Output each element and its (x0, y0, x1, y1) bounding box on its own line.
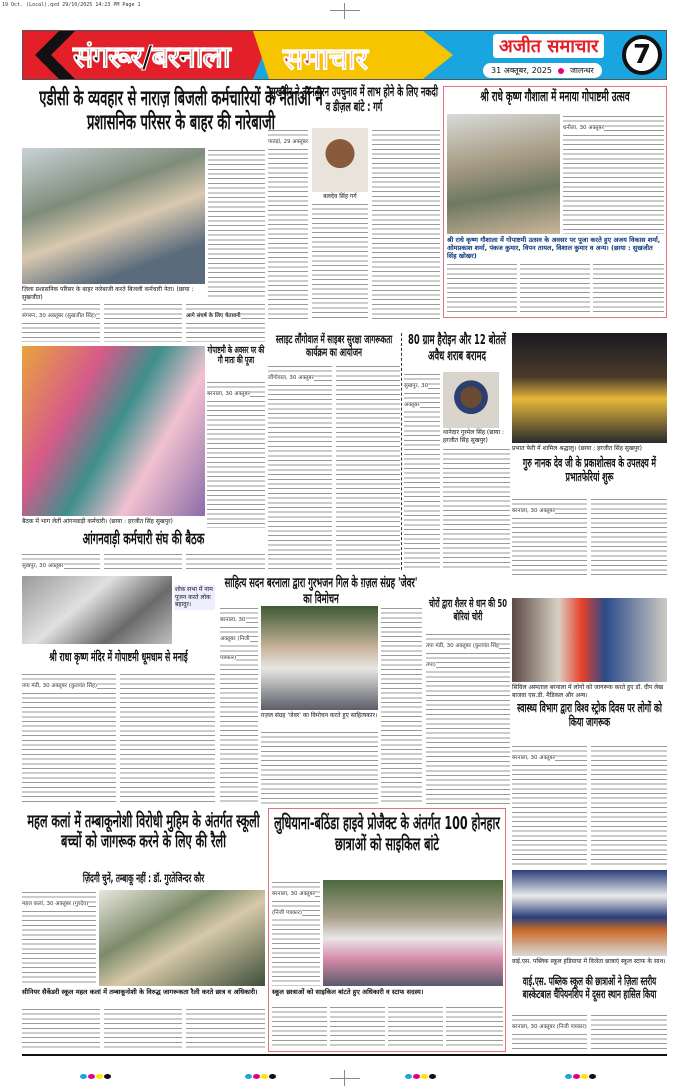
headline-sahitya (220, 576, 422, 607)
registration-marks (245, 1064, 277, 1083)
article-body (104, 302, 182, 342)
headline-chori (426, 598, 510, 623)
article-body (22, 302, 100, 342)
article-body (443, 447, 510, 570)
article-body (104, 1007, 182, 1050)
article-body (22, 1007, 100, 1050)
dateline: बरनाला, 30 अक्तूबर (512, 508, 555, 514)
dateline: बरनाला, 30 अक्तूबर (निजी पत्रकार) (220, 617, 250, 661)
headline-heroin (404, 333, 510, 364)
photo-procession (512, 333, 667, 443)
headline-text: वाई.एस. पब्लिक स्कूल की छात्राओं ने ज़िला स्तरीय बास्केटबाल चैंपियनशिप में दूसरा स्थान हासिल किया (522, 974, 657, 1002)
article-body (268, 364, 332, 570)
dateline: बरनाला, 30 अक्तूबर (निजी पत्रकार) (272, 891, 315, 916)
registration-marks (80, 1064, 112, 1083)
headline-text: गोपाष्टमी के अवसर पर की गौ माता की पूजा (207, 345, 265, 366)
photo-protest (22, 148, 205, 284)
article-body (207, 380, 265, 528)
headline-text: गुरु नानक देव जी के प्रकाशोत्सव के उपलक्ष्य में प्रभातफेरियां शुरू (522, 455, 657, 485)
crop-mark (344, 1070, 345, 1086)
photo-cycle-distribution (323, 880, 503, 986)
subhead-tobacco (22, 872, 265, 885)
photo-tobacco-rally (99, 890, 265, 986)
subhead-text: ज़िंदगी चुनें, तम्बाकू नहीं : डॉ. गुरतेजिन्दर कौर (82, 871, 205, 885)
photo-caption: प्रभात फेरी में शामिल श्रद्धालु। (छाया : हरजीत सिंह सुखपुर) (512, 445, 642, 452)
article-body (220, 606, 258, 805)
article-body (22, 552, 100, 572)
headline-anganwadi (22, 530, 265, 548)
crop-mark (344, 3, 345, 19)
article-body (512, 497, 587, 575)
headline-cyber (268, 333, 400, 359)
headline-text: चोरों द्वारा शैलर से धान की 50 बोरियां चोरी (428, 597, 508, 623)
headline-text: श्री राधा कृष्ण मंदिर में गोपाष्टमी धूमधाम से मनाई (49, 649, 188, 664)
article-body (404, 372, 440, 570)
dateline: सुखपुर, 30 अक्तूबर (22, 563, 64, 569)
article-body (22, 890, 96, 986)
dateline: बरनाला, 30 अक्तूबर (निजी पत्रकार) (512, 1024, 587, 1030)
print-slug: 19 Oct. (Local).qxd 29/10/2025 14:23 PM Page 1 (2, 2, 141, 8)
section-title: संगरूर/बरनाला (73, 40, 230, 75)
headline-guru-nanak (512, 456, 667, 485)
dateline: धनौला, 30 अक्तूबर (563, 125, 604, 131)
headline-cycles (271, 814, 503, 855)
photo-caption (447, 236, 664, 260)
headline-text: स्वास्थ्य विभाग द्वारा विश्व स्ट्रोक दिवस पर लोगों को किया जागरूक (517, 700, 662, 730)
article-body (593, 262, 664, 315)
headline-gaushala (446, 89, 664, 105)
article-body (388, 1005, 443, 1049)
article-body (186, 552, 265, 572)
dateline: संगरूर, 30 अक्तूबर (सुखजीत सिंह) (22, 313, 96, 319)
issue-city: जालन्धर (569, 66, 594, 75)
photo-basketball-team (512, 870, 667, 956)
article-body (268, 128, 308, 320)
column-divider (401, 333, 402, 570)
headline-text: साहित्य सदन बरनाला द्वारा गुरभजन गिल के ग़ज़ल संग्रह 'जेवर' का विमोचन (224, 575, 418, 607)
photo-caption: ग़ज़ल संग्रह 'जेवर' का विमोचन करते हुए साहित्यकार। (261, 712, 378, 719)
dateline: तपा मंडी, 30 अक्तूबर (कुलवंत सिंह तपा) (426, 643, 499, 668)
photo-caption: बलदेव सिंह गर्ग (323, 193, 357, 200)
photo-book-release (261, 606, 378, 710)
article-body (208, 148, 265, 298)
registration-marks (405, 1064, 437, 1083)
date-pill (483, 63, 602, 78)
headline-tobacco (22, 812, 265, 852)
issue-date: 31 अक्तूबर, 2025 (491, 66, 552, 75)
photo-caption: स्कूल छात्राओं को साइकिल बांटते हुए अधिकारी व स्टाफ सदस्य। (272, 988, 424, 996)
page-number: 7 (622, 35, 662, 75)
photo-stroke-awareness (512, 598, 667, 682)
article-body (447, 262, 517, 315)
photo-gaushala (447, 114, 560, 234)
footer-rule (22, 1054, 667, 1056)
headline-text: सुखबीर ने तरनतारन उपचुनाव में लाभ होने के लिए नकदी व डीज़ल बांटे : गर्ग (270, 85, 438, 115)
headline-text: महल कलां में तम्बाकूनोशी विरोधी मुहिम के अंतर्गत स्कूली बच्चों को जागरूक करने के लिए की रैली (27, 811, 260, 852)
article-body (512, 744, 587, 866)
article-body (330, 1005, 385, 1049)
photo-caption: थानेदार गुरमेल सिंह (छाया : हरजीत सिंह सुखपुर) (443, 429, 504, 444)
headline-gopashtami-puja (207, 346, 265, 366)
article-body (22, 672, 116, 805)
photo-caption: शोक सभा में नाम पूजन करते लोक बहादुर। (174, 585, 215, 610)
article-body (591, 1013, 667, 1050)
paper-name: अजीत समाचार (493, 34, 604, 58)
headline-text: लुधियाना-बठिंडा हाइवे प्रोजैक्ट के अंतर्गत 100 होनहार छात्राओं को साइकिल बांटे (274, 813, 500, 855)
article-body (446, 1005, 503, 1049)
crop-mark (330, 10, 360, 11)
photo-officer (443, 372, 499, 428)
masthead-banner (22, 30, 667, 80)
headline-sukhbir (268, 86, 440, 116)
caption-text: श्री राधे कृष्ण गौशाला में गोपाष्टमी उत्सव के अवसर पर पूजा करते हुए अजय विकास शर्मा, ओमप्रकाश शर्मा, पंकज कुमार, विपन तायल, विशाल कुमार व अन्य। (447, 236, 661, 253)
dateline: तपा मंडी, 30 अक्तूबर (कुलवंत सिंह) (22, 683, 98, 689)
headline-stroke (512, 701, 667, 730)
dateline: लौंगोवाल, 30 अक्तूबर (268, 375, 314, 381)
photo-caption: सीनियर सैकेंडरी स्कूल महल कलां में तम्बाकूनोशी के विरुद्ध जागरूकता रैली करते छात्र व अधिकारी। (22, 988, 258, 996)
dateline: सुखपुर, 30 अक्तूबर (404, 383, 429, 408)
photo-condolence (22, 576, 172, 644)
article-body (336, 364, 400, 570)
headline-basketball (512, 975, 667, 1001)
photo-credit: (छाया : सुखजीत सिंह खोखर) (447, 244, 653, 261)
article-body (272, 880, 320, 986)
article-body (563, 114, 664, 234)
article-body (186, 1007, 265, 1050)
article-body (312, 202, 368, 320)
article-body (104, 552, 182, 572)
headline-text: आंगनवाड़ी कर्मचारी संघ की बैठक (82, 529, 205, 548)
article-body (426, 632, 510, 805)
photo-portrait (312, 128, 368, 192)
registration-marks (565, 1064, 597, 1083)
article-body (186, 302, 265, 342)
headline-radha-mandir (22, 650, 215, 664)
headline-text: स्लाइट लौंगोवाल में साइबर सुरक्षा जागरूकता कार्यक्रम का आयोजन (275, 332, 393, 360)
photo-caption: सिविल अस्पताल बरनाला में लोगों को जागरूक करते हुए डॉ. दीप लेख बाजवा एस.डी. मैडिकल और अन्य। (512, 684, 664, 699)
article-body (512, 1013, 587, 1050)
article-body (272, 1005, 327, 1049)
photo-anganwadi (22, 346, 205, 516)
photo-caption: वाई.एस. पब्लिक स्कूल हंडियाया में विजेता छात्राएं स्कूल स्टाफ के साथ। (512, 958, 666, 965)
article-body (591, 497, 667, 575)
dateline: बरनाला, 30 अक्तूबर (207, 391, 250, 397)
article-body (372, 128, 440, 320)
headline-text: एडीसी के व्यवहार से नाराज़ बिजली कर्मचारियों के नेताओं ने प्रशासनिक परिसर के बाहर की नारेबाजी (39, 86, 323, 135)
section-subtitle: समाचार (283, 42, 369, 77)
dateline: महल कलां, 30 अक्तूबर (गुरदेव) (22, 901, 89, 907)
headline-text: 80 ग्राम हैरोइन और 12 बोतलें अवैध शराब बरामद (408, 332, 506, 364)
photo-caption: बैठक में भाग लेतीं आंगनवाड़ी कर्मचारी। (छाया : हरजीत सिंह सुखपुर) (22, 518, 173, 525)
dateline: बरनाला, 30 अक्तूबर (512, 755, 555, 761)
article-body (261, 730, 378, 805)
photo-caption: ज़िला प्रशासनिक परिसर के बाहर नारेबाजी करते बिजली कर्मचारी नेता। (छाया : सुखजीत) (22, 286, 194, 301)
article-body (591, 744, 667, 866)
article-body (520, 262, 590, 315)
article-body (120, 672, 215, 805)
article-body (381, 606, 422, 805)
subhead: आगे संघर्ष के लिए चेतावनी (186, 313, 241, 319)
dateline: पातड़ां, 29 अक्तूबर (268, 139, 308, 145)
crop-mark (330, 1078, 360, 1079)
headline-text: श्री राधे कृष्ण गौशाला में मनाया गोपाष्टमी उत्सव (480, 89, 630, 105)
